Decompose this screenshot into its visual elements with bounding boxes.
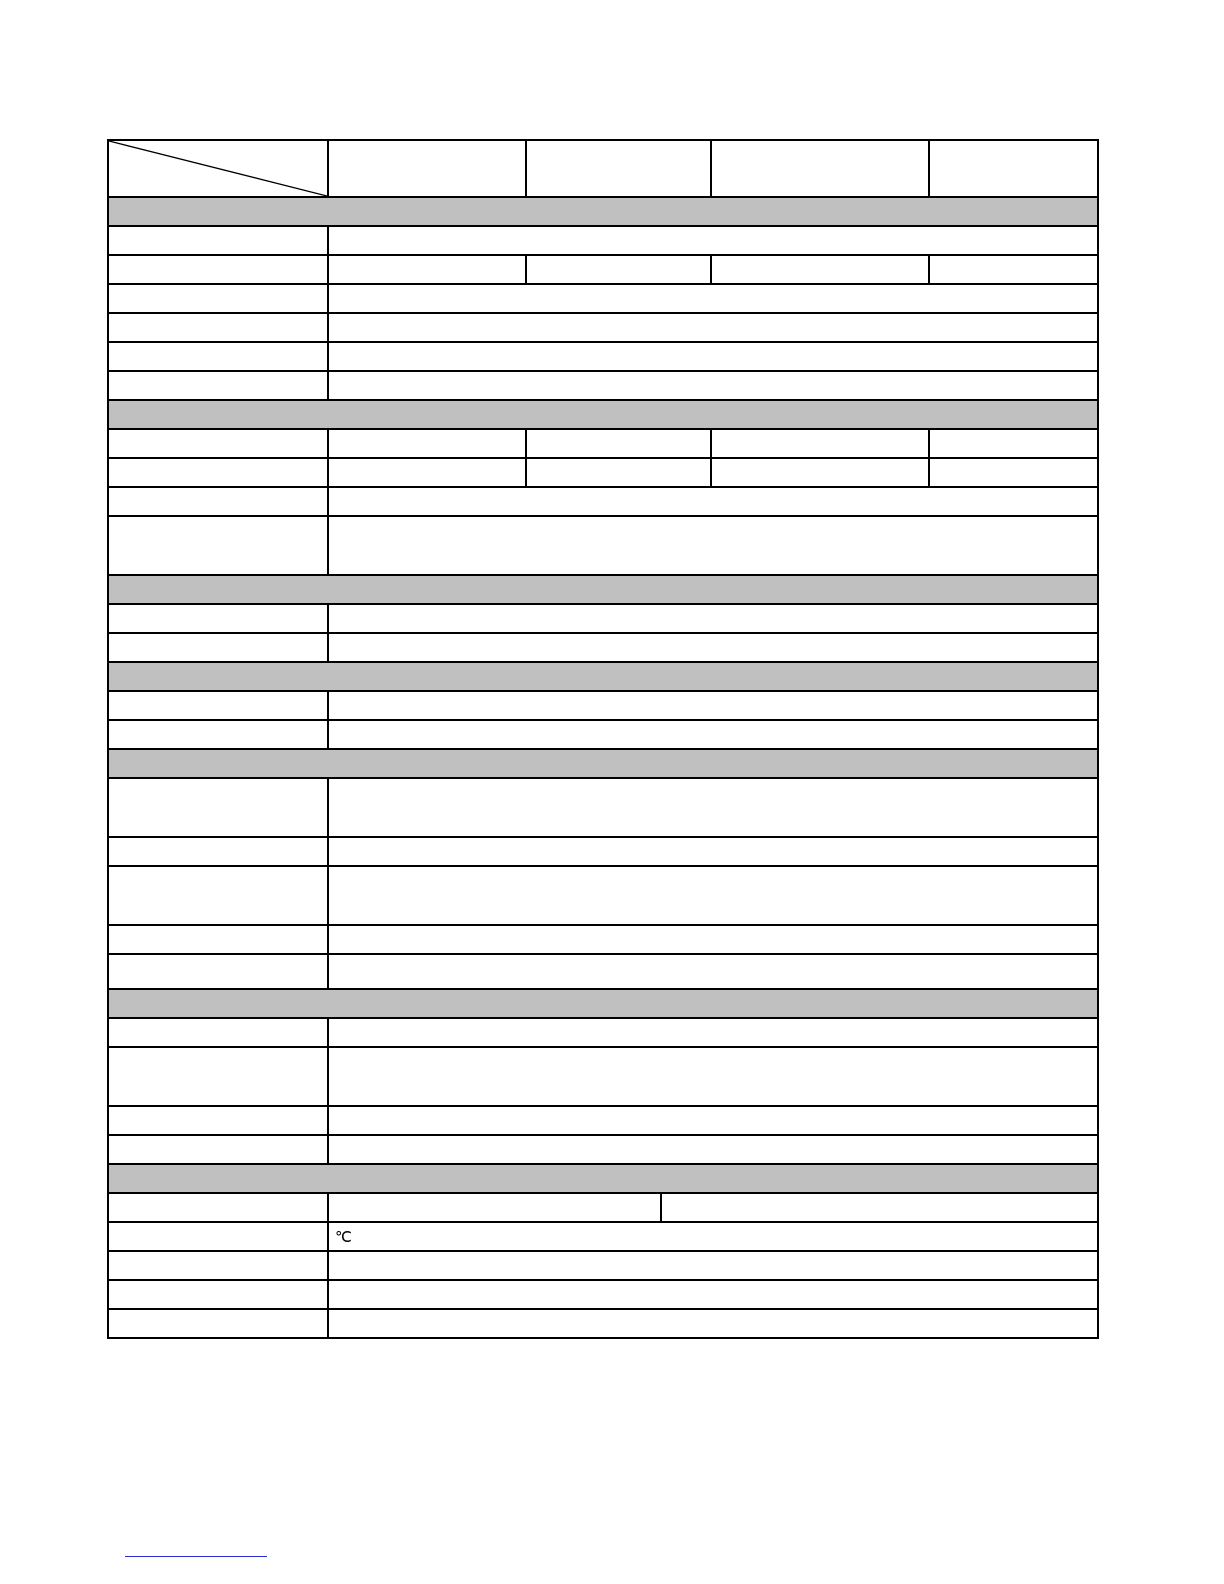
section-header	[108, 989, 1098, 1018]
table-row	[108, 1309, 1098, 1338]
row-label	[108, 954, 328, 989]
row-label	[108, 371, 328, 400]
row-value	[328, 837, 1098, 866]
row-value-model-2	[526, 458, 711, 487]
table-row	[108, 691, 1098, 720]
row-value-model-2	[526, 429, 711, 458]
row-value-model-1	[328, 429, 526, 458]
section-row-6	[108, 989, 1098, 1018]
row-value	[328, 1047, 1098, 1106]
table-row	[108, 954, 1098, 989]
row-value-model-4	[929, 255, 1098, 284]
row-label	[108, 604, 328, 633]
table-row	[108, 1280, 1098, 1309]
table-row	[108, 1193, 1098, 1222]
table-row	[108, 1047, 1098, 1106]
table-row	[108, 1251, 1098, 1280]
table-row	[108, 778, 1098, 837]
table-row	[108, 516, 1098, 575]
section-header	[108, 400, 1098, 429]
section-row-2	[108, 400, 1098, 429]
header-row	[108, 140, 1098, 197]
table-row	[108, 226, 1098, 255]
section-header	[108, 1164, 1098, 1193]
table-row	[108, 1018, 1098, 1047]
section-row-4	[108, 662, 1098, 691]
row-value-model-4	[929, 458, 1098, 487]
row-value	[328, 1280, 1098, 1309]
section-row-3	[108, 575, 1098, 604]
row-label	[108, 487, 328, 516]
row-label	[108, 1106, 328, 1135]
row-value	[328, 1309, 1098, 1338]
model-column-header-4	[929, 140, 1098, 197]
table-row	[108, 429, 1098, 458]
row-value	[328, 226, 1098, 255]
row-label	[108, 925, 328, 954]
row-value	[328, 313, 1098, 342]
row-value	[328, 342, 1098, 371]
table-row	[108, 458, 1098, 487]
row-value-model-3	[711, 458, 929, 487]
row-label	[108, 313, 328, 342]
table-row	[108, 1135, 1098, 1164]
row-value	[328, 516, 1098, 575]
row-label	[108, 255, 328, 284]
table-row	[108, 487, 1098, 516]
row-label	[108, 633, 328, 662]
section-row-7	[108, 1164, 1098, 1193]
model-column-header-2	[526, 140, 711, 197]
row-value-model-3	[711, 429, 929, 458]
row-label	[108, 1309, 328, 1338]
row-value	[328, 1135, 1098, 1164]
section-row-5	[108, 749, 1098, 778]
row-value	[328, 1106, 1098, 1135]
table-row	[108, 866, 1098, 925]
row-label	[108, 1222, 328, 1251]
table-row	[108, 342, 1098, 371]
row-label	[108, 342, 328, 371]
row-label	[108, 720, 328, 749]
row-value	[328, 371, 1098, 400]
table-row	[108, 371, 1098, 400]
row-value-model-2	[526, 255, 711, 284]
table-row	[108, 284, 1098, 313]
split-value-cell	[328, 1193, 1098, 1222]
table-row	[108, 720, 1098, 749]
row-label	[108, 837, 328, 866]
row-label	[108, 1280, 328, 1309]
row-value-model-1	[328, 255, 526, 284]
spec-table	[107, 139, 1099, 1339]
row-label	[108, 226, 328, 255]
row-value	[328, 487, 1098, 516]
temperature-unit: ℃	[335, 1228, 352, 1246]
section-header	[108, 575, 1098, 604]
row-label	[108, 429, 328, 458]
row-value	[328, 284, 1098, 313]
row-value	[328, 691, 1098, 720]
row-value	[328, 925, 1098, 954]
row-label	[108, 866, 328, 925]
table-row	[108, 1222, 1098, 1251]
row-value	[328, 1251, 1098, 1280]
row-value-left	[329, 1194, 662, 1221]
section-row-1	[108, 197, 1098, 226]
row-label	[108, 1135, 328, 1164]
section-header	[108, 197, 1098, 226]
row-label	[108, 1193, 328, 1222]
row-value-right	[662, 1194, 1097, 1221]
row-value-model-4	[929, 429, 1098, 458]
diagonal-header-cell	[108, 140, 328, 197]
row-label	[108, 284, 328, 313]
row-value-model-3	[711, 255, 929, 284]
footer-rule	[125, 1556, 267, 1557]
row-label	[108, 1047, 328, 1106]
model-column-header-3	[711, 140, 929, 197]
table-row	[108, 604, 1098, 633]
row-value	[328, 1018, 1098, 1047]
row-label	[108, 458, 328, 487]
section-header	[108, 749, 1098, 778]
table-row	[108, 633, 1098, 662]
row-label	[108, 691, 328, 720]
row-value-model-1	[328, 458, 526, 487]
diagonal-line	[109, 141, 327, 196]
table-row	[108, 925, 1098, 954]
row-value	[328, 633, 1098, 662]
row-value	[328, 720, 1098, 749]
table-row	[108, 313, 1098, 342]
row-value	[328, 778, 1098, 837]
row-label	[108, 778, 328, 837]
row-label	[108, 1251, 328, 1280]
temperature-value	[328, 1222, 1098, 1251]
row-value	[328, 954, 1098, 989]
section-header	[108, 662, 1098, 691]
model-column-header-1	[328, 140, 526, 197]
row-value	[328, 866, 1098, 925]
row-value	[328, 604, 1098, 633]
table-row	[108, 837, 1098, 866]
row-label	[108, 1018, 328, 1047]
row-label	[108, 516, 328, 575]
table-row	[108, 1106, 1098, 1135]
table-row	[108, 255, 1098, 284]
